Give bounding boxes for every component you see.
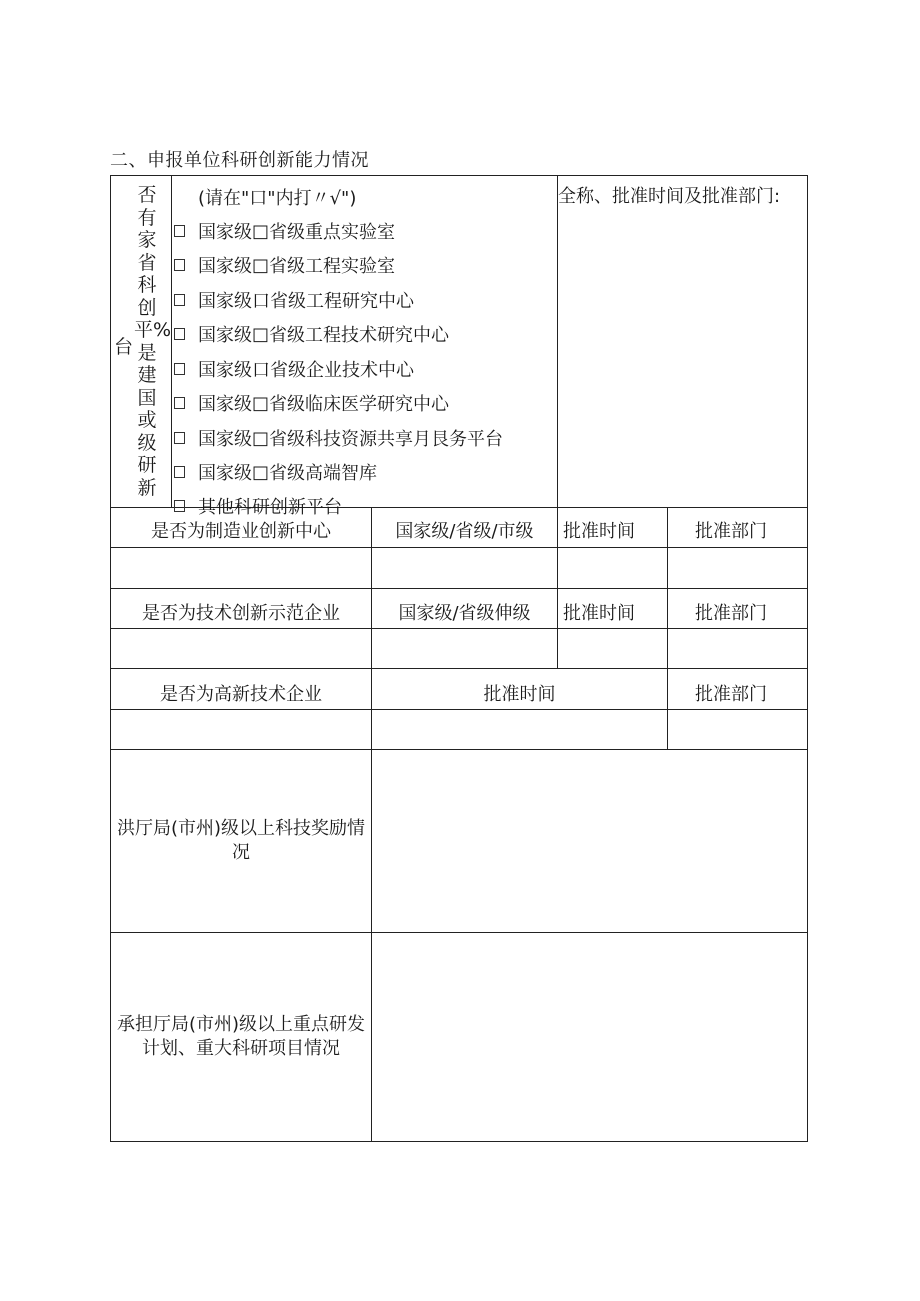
checkbox-icon[interactable] <box>174 500 185 512</box>
option-name: 省级科技资源共享月艮务平台 <box>269 429 504 450</box>
section-title: 二、申报单位科研创新能力情况 <box>110 150 369 171</box>
hightech-approval-dept: 批准部门 <box>695 684 767 705</box>
checkbox-icon[interactable] <box>174 363 185 375</box>
checkbox-icon[interactable] <box>174 225 185 237</box>
platform-hint: (请在"口"内打〃√") <box>198 188 357 209</box>
table-border-right <box>807 175 808 1142</box>
platform-option <box>174 459 377 485</box>
option-level: 国家级 <box>198 360 252 381</box>
tech-demo-label: 是否为技术创新示范企业 <box>142 603 340 624</box>
option-level: 国家级 <box>198 256 252 277</box>
platform-option <box>174 425 503 451</box>
option-name: 省级临床医学研究中心 <box>269 394 450 415</box>
table-border-left <box>110 175 111 1142</box>
table-border-top <box>110 175 808 176</box>
checkbox-icon[interactable] <box>174 259 185 271</box>
awards-label: 洪厅局(市州)级以上科技奖励情况 <box>116 818 366 863</box>
option-mark: 口 <box>252 291 270 312</box>
option-level: 国家级 <box>198 291 252 312</box>
option-level: 国家级 <box>198 222 252 243</box>
platform-options <box>172 180 556 518</box>
checkbox-icon[interactable] <box>174 328 185 340</box>
option-mark: □ <box>252 323 270 345</box>
checkbox-icon[interactable] <box>174 466 185 478</box>
option-name: 省级重点实验室 <box>269 222 396 243</box>
option-mark: □ <box>252 427 270 449</box>
option-name: 省级高端智库 <box>269 463 378 484</box>
option-level: 国家级 <box>198 325 252 346</box>
tech-demo-level: 国家级/省级伸级 <box>398 603 531 624</box>
table-rule <box>110 588 808 589</box>
tech-demo-approval-dept: 批准部门 <box>695 603 767 624</box>
manufacturing-level: 国家级/省级/市级 <box>395 521 534 542</box>
option-level: 国家级 <box>198 429 252 450</box>
tech-demo-approval-time: 批准时间 <box>563 603 635 624</box>
option-level: 国家级 <box>198 463 252 484</box>
option-name: 省级工程技术研究中心 <box>269 325 450 346</box>
option-level: 国家级 <box>198 394 252 415</box>
platform-option <box>174 356 414 382</box>
hightech-label: 是否为高新技术企业 <box>160 684 322 705</box>
projects-label: 承担厅局(市州)级以上重点研发计划、重大科研项目情况 <box>116 1014 366 1059</box>
option-mark: □ <box>252 220 270 242</box>
platform-option <box>174 287 414 313</box>
option-name: 省级工程实验室 <box>269 256 396 277</box>
option-mark: □ <box>252 254 270 276</box>
platform-note: 全称、批准时间及批准部门: <box>558 186 781 207</box>
platform-vertical-label <box>112 180 170 505</box>
table-rule <box>557 175 558 507</box>
platform-option <box>174 218 395 244</box>
option-name: 省级工程研究中心 <box>270 291 414 312</box>
manufacturing-approval-dept: 批准部门 <box>695 521 767 542</box>
platform-label-column: 否有家省科创平%是建国或级研新 <box>134 184 172 499</box>
option-mark: □ <box>252 392 270 414</box>
manufacturing-label: 是否为制造业创新中心 <box>151 521 331 542</box>
option-name: 其他科研创新平台 <box>198 497 342 518</box>
manufacturing-approval-time: 批准时间 <box>563 521 635 542</box>
hightech-approval-time: 批准时间 <box>483 684 556 705</box>
checkbox-icon[interactable] <box>174 294 185 306</box>
platform-option <box>174 390 449 416</box>
table-rule <box>110 668 808 669</box>
checkbox-icon[interactable] <box>174 397 185 409</box>
platform-option <box>174 321 449 347</box>
platform-option <box>174 252 395 278</box>
platform-label-side-char: 台 <box>114 336 134 358</box>
checkbox-icon[interactable] <box>174 432 185 444</box>
option-mark: □ <box>252 461 270 483</box>
option-name: 省级企业技术中心 <box>270 360 414 381</box>
table-border-bottom <box>110 1141 808 1142</box>
option-mark: 口 <box>252 360 270 381</box>
